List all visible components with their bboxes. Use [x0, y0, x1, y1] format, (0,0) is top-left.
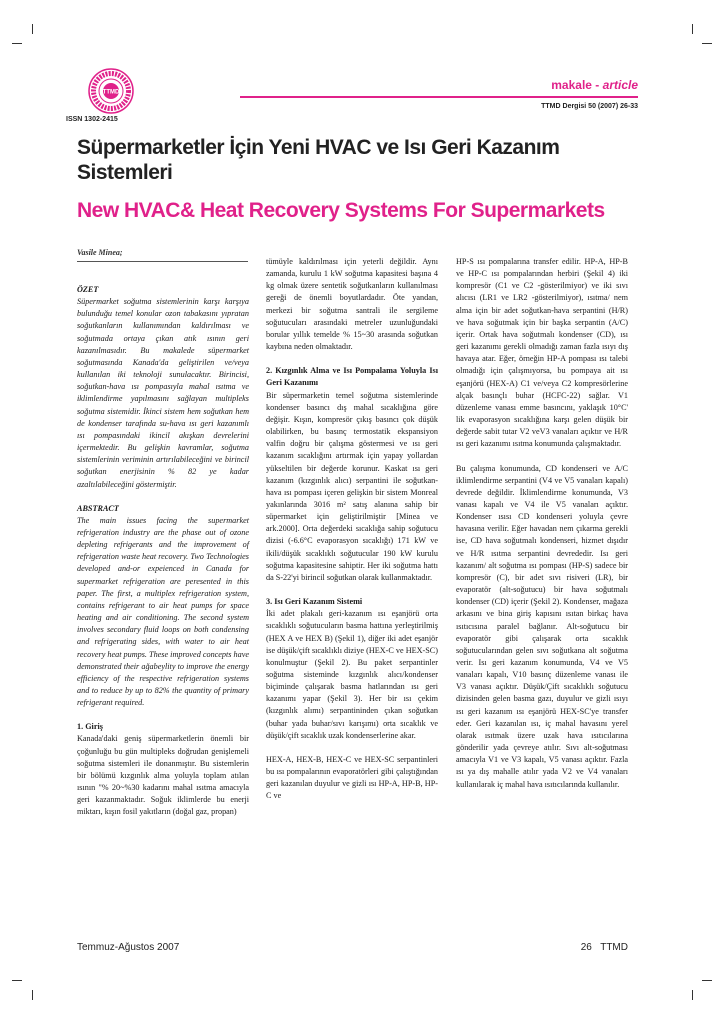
- author-rule: [77, 261, 248, 262]
- column-1: [77, 284, 249, 819]
- column-3: [456, 256, 628, 791]
- ozet-text: Süpermarket soğutma sistemlerinin karşı karşıya bulunduğu temel konular ozon tabakasını yıpratan soğutkanların kullanımından kaldırılması ve soğutmada ortaya çıkan atık ısının geri kazanılmasıdır. Bu makalede süpermarket soğutmasında Kanada'da geliştirilen ve/veya kullanılan iki teknoloji sunulacaktır. Birincisi, soğutkan-hava ısı pompasıyla mahal ısıtma ve iklimlendirme yapılmasını sağlayan multipleks soğutma sistemidir. İkinci sistem hem soğutkan hem de kondenser tarafında su-hava ısı geri kazanımlı ısı pompasındaki ikincil akışkan devrelerini içermektedir. Bu gelişkin kavramlar, soğutma sistemlerinin veriminin artırılabileceğini ve birincil soğutkan enerjisinin % 82 ye kadar azaltılabileceğini göstermiştir.: [77, 297, 249, 489]
- crop-mark: [702, 980, 712, 981]
- section-label-tr: makale: [551, 78, 592, 92]
- col3-paragraph-1: HP-S ısı pompalarına transfer edilir. HP-A, HP-B ve HP-C ısı pompalarından herbiri (Şekil 4) iki kompresör (C1 ve C2 -gösterilmiyor) ve iki sıvı alıcısı (LR1 ve LR2 -gösterilmiyor), ısıtma/ nem alma için bir adet soğutkan-hava serpantini (H/R) ve hava soğutmak için bir başka serpantin (A/C) içerir. Ortak hava soğutmalı kondenser (CD), ısı geri kazanımı gerekli olmadığı zaman fazla ısıyı dış havaya atar. Eğer, örneğin HP-A pompası ısı talebi olmadığı için çalışmıyorsa, bu pompaya ait ısı eşanjörü (HEX-A) C1 ve/veya C2 kompresörlerine alçak basınçlı buhar (HCFC-22) sağlar. V1 düzenleme vanası emme basıncını, yaklaşık 10°C' lik evaporasyon sıcaklığına karşı gelen düşük bir değerde sabit tutar V2 veV3 vanaları açıktır ve H/R ısı geri kazanımı ısıtma konumunda çalışmaktadır.: [456, 257, 628, 449]
- section-1-text: Kanada'daki geniş süpermarketlerin önemli bir çoğunluğu bu gün multipleks doğrudan genişlemeli soğutma sistemleri ile donanmıştır. Bu sistemlerin bir bölümü kızgınlık alma yoluyla toplam atılan ısının "% 20~%30 kadarını mahal ısıtma amacıyla geri kazanmaktadır. Soğuk iklimlerde bu enerji miktarı, kışın fosil yakıtların (doğal gaz, propan): [77, 734, 249, 817]
- section-label-sep: -: [591, 78, 603, 92]
- crop-mark: [12, 980, 22, 981]
- section-label-en: article: [602, 78, 638, 92]
- col3-paragraph-2: Bu çalışma konumunda, CD kondenseri ve A/C iklimlendirme serpantini (V4 ve V5 vanaları kapalı) devrede değildir. İklimlendirme konumunda, V3 vanası kapalı ve V4 ile V5 vanaları açıktır. Kondenser ısısı CD kondenseri yoluyla çevre havasına verilir. Eğer havadan nem çıkarma gerekli ise, CD hava soğutmalı kondenseri, hizmet dışıdır ve H/R ısıtma serpantini devrededir. Isı geri kazanım/ alt soğutma ısı pompası (HP-S) sadece bir kompresör (C), bir adet sıvı risiveri (LR), bir evaporatör (alt-soğutucu) bir hava soğutmalı kondenser (CD) içerir (Şekil 2). Kondenser, mağaza arkasını ve bina giriş kapısını ısıtan birkaç hava ısıtıcısına paralel bağlanır. Alt-soğutucu bir evaporatör gibi çalışarak orta sıcaklık soğutucularından gelen sıvı soğutkana alt soğutma verir. Isı geri kazanım konumunda, V4 ve V5 vanaları kapalı, V10 basınç düzenleme vanası ile V3 vanası açıktır. Düşük/Çift sıcaklıklı soğutucu dizisinden gelen basma gazı, duyulur ve gizli ısıyı ısı geri kazanım ısı eşanjörü HEX-SC'ye transfer eder. Geri kazanılan ısı, iç mahal havasını yerel olarak ısıtmak üzere uzak hava ısıtıcılarına gönderilir yada çevreye atılır. Sıvı alt-soğutması amacıyla V1 ve V3 kapalı, V5 vanası açıktır. Fazla ısı ya dış mahalle atılır yada V2 ve V4 vanaları kullanılarak iç mahal hava ısıtıcılarında kullanılır.: [456, 463, 628, 789]
- footer-date: Temmuz-Ağustos 2007: [77, 942, 180, 953]
- crop-mark: [12, 43, 22, 44]
- ozet-heading: ÖZET: [77, 285, 99, 294]
- section-2-heading: 2. Kızgınlık Alma ve Isı Pompalama Yoluyla Isı Geri Kazanımı: [266, 366, 438, 388]
- column-2: [266, 256, 438, 803]
- title-turkish: Süpermarketler İçin Yeni HVAC ve Isı Geri Kazanım Sistemleri: [77, 136, 560, 184]
- section-3-text: İki adet plakalı geri-kazanım ısı eşanjörü orta sıcaklıklı soğutucuların basma hattına yerleştirilmiş (HEX A ve HEX B) (Şekil 1), diğer iki adet eşanjör ise düşük/çift sıcaklıklı diziye (HEX-C ve HEX-SC) konulmuştur (Şekil 2). Bu paket serpantinler soğutma sisteminde kızgınlık alıcı/kondenser biçiminde çalışarak basma hatlarından ısı geri kazanımı yapar (Şekil 3). Her bir ısı çekim (kızgınlık alımı) serpantininden çıkan soğutkan (buhar yada buhar/sıvı karışımı) orta sıcaklık ve düşük/çift sıcaklık uzak kondenserlerine akar.: [266, 609, 438, 740]
- author: Vasile Minea;: [77, 248, 123, 257]
- header-rule: [240, 96, 638, 98]
- crop-mark: [692, 24, 693, 34]
- ttmd-logo-icon: [88, 68, 134, 114]
- title-english: New HVAC& Heat Recovery Systems For Supermarkets: [77, 199, 605, 222]
- crop-mark: [32, 990, 33, 1000]
- crop-mark: [702, 43, 712, 44]
- page-number: 26: [580, 942, 592, 953]
- section-1-heading: 1. Giriş: [77, 722, 103, 732]
- issn: ISSN 1302-2415: [66, 116, 118, 123]
- logo-text: TTMD: [102, 89, 120, 96]
- section-2-text: Bir süpermarketin temel soğutma sistemlerinde kondenser basıncı dış mahal sıcaklığına göre değişir. Kışın, kompresör çıkış basıncı çok düşük olabilirken, bu basınç termostatik ekspansiyon valfin doğru bir çalışma göstermesi ve ısı geri kazanım sıcaklığını artırmak için yapay yollardan yükseltilen bir değerde korunur. Kaskat ısı geri kazanım (kızgınlık alıcı) serpantini ile soğutkan-hava ısı pompası içeren gelişkin bir sistem Monreal yakınlarında 3016 m² satış alanına sahip bir süpermarket için geliştirilmiştir [Minea ve ark.2000]. Orta değerdeki sıcaklığa sahip soğutucu dizisi (-6.6°C evaporasyon sıcaklığı) 171 kW ve ikili/düşük sıcaklıklı soğutucular 190 kW kurulu soğutma kapasitesine sahiptir. Her iki soğutma hattı da S-22'yi birincil soğutkan olarak kullanmaktadır.: [266, 390, 438, 582]
- section-3-heading: 3. Isı Geri Kazanım Sistemi: [266, 597, 363, 607]
- crop-mark: [32, 24, 33, 34]
- abstract-heading: ABSTRACT: [77, 503, 119, 513]
- col2-paragraph-4: HEX-A, HEX-B, HEX-C ve HEX-SC serpantinleri bu ısı pompalarının evaporatörleri gibi çalıştığından geri kazanılan duyulur ve gizli ısı HP-A, HP-B, HP-C ve: [266, 754, 438, 801]
- crop-mark: [692, 990, 693, 1000]
- section-label: [551, 78, 638, 92]
- footer-page: [581, 942, 628, 953]
- col2-paragraph-1: tümüyle kaldırılması için yeterli değildir. Aynı zamanda, kurulu 1 kW soğutma kapasitesi başına 4 kg olmak üzere sentetik soğutkanların kullanılması gereği de önemli boyutlardadır. Öte yandan, merkezi bir soğutma santrali ile sergileme soğutucuları arasındaki metreler uzunluğundaki borular yıllık temelde % 15~30 arasında soğutkan kaybına neden olmaktadır.: [266, 257, 438, 352]
- abstract-text: The main issues facing the supermarket refrigeration industry are the phase out of ozone depleting refrigerants and the improvement of refrigeration waste heat recovery. Two Technologies developed and-or expeienced in Canada for supermarket refrigeration are peresented in this paper. The first, a multiplex refrigeration system, contains refrigerant to air heat pumps for space heating and air conditioning. The second system involves secondary fluid loops on both condensing and refrigerating sides, with water to air heat recovery heat pumps. These improved concepts have demonstrated their ağabeylity to improve the energy efficiency of the respective refrigeration systems and to reduce by up to 82% the quantity of primary refrigerant required.: [77, 515, 249, 708]
- journal-reference: TTMD Dergisi 50 (2007) 26-33: [541, 103, 638, 110]
- footer-journal: TTMD: [600, 942, 628, 953]
